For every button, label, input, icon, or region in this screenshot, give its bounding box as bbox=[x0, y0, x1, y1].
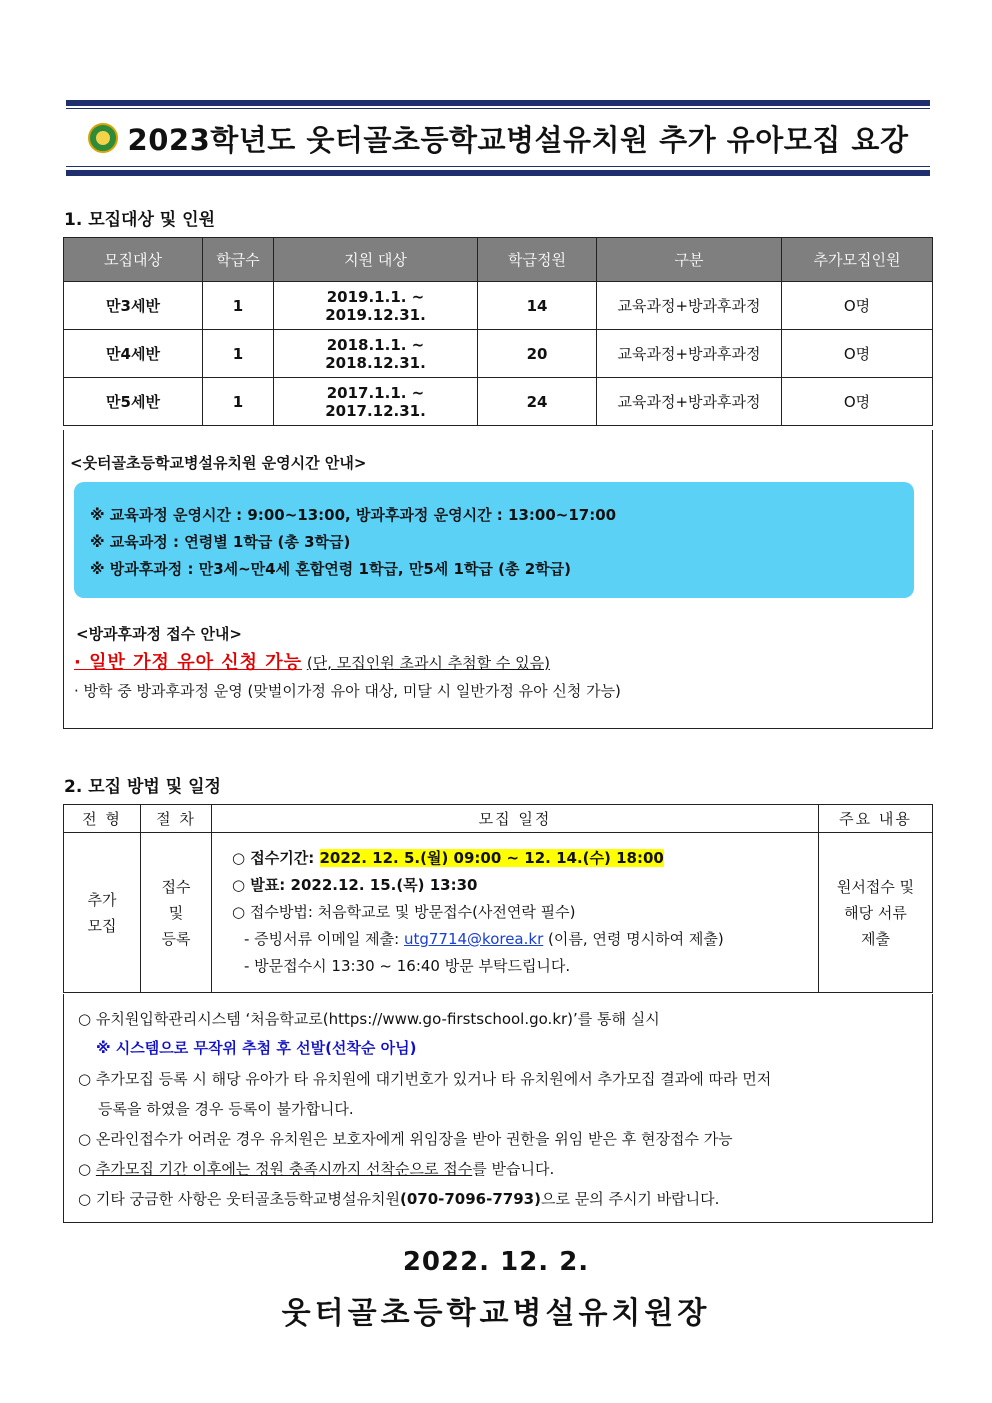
cell-category: 교육과정+방과후과정 bbox=[597, 330, 782, 378]
header-eligibility: 지원 대상 bbox=[274, 238, 478, 282]
note-first-come bbox=[78, 1158, 554, 1179]
period-label: ○ 접수기간: bbox=[232, 849, 320, 867]
period-value: 2022. 12. 5.(월) 09:00 ~ 12. 14.(수) 18:00 bbox=[319, 849, 664, 867]
note-registration-cont: 등록을 하였을 경우 등록이 불가합니다. bbox=[98, 1100, 354, 1118]
operating-info-box bbox=[63, 430, 933, 729]
cell-capacity: 14 bbox=[478, 282, 597, 330]
table-row bbox=[64, 282, 933, 330]
cell-type bbox=[64, 833, 141, 993]
schedule-table bbox=[63, 804, 933, 993]
cell-classes: 1 bbox=[203, 330, 274, 378]
note-lottery: ※ 시스템으로 무작위 추첨 후 선발(선착순 아님) bbox=[96, 1039, 417, 1057]
main-content-line: 제출 bbox=[861, 929, 890, 948]
header-schedule: 모집 일정 bbox=[212, 805, 819, 833]
email-line bbox=[244, 926, 808, 953]
email-prefix: - 증빙서류 이메일 제출: bbox=[244, 930, 404, 948]
procedure-line: 등록 bbox=[161, 929, 191, 948]
title-top-thin-line bbox=[66, 108, 930, 109]
note-registration: ○ 추가모집 등록 시 해당 유아가 타 유치원에 대기번호가 있거나 타 유치원에서 추가모집 결과에 따라 먼저 bbox=[78, 1070, 772, 1088]
cell-capacity: 24 bbox=[478, 378, 597, 426]
section2-title: 2. 모집 방법 및 일정 bbox=[64, 777, 221, 797]
cell-classes: 1 bbox=[203, 282, 274, 330]
table-header-row bbox=[64, 805, 933, 833]
cell-category: 교육과정+방과후과정 bbox=[597, 282, 782, 330]
cell-category: 교육과정+방과후과정 bbox=[597, 378, 782, 426]
cell-target: 만4세반 bbox=[64, 330, 203, 378]
note-contact-suffix: 으로 문의 주시기 바랍니다. bbox=[540, 1190, 720, 1208]
hours-info-heading: <웃터골초등학교병설유치원 운영시간 안내> bbox=[70, 454, 367, 472]
hours-info-panel bbox=[74, 482, 914, 598]
method-line: ○ 접수방법: 처음학교로 및 방문접수(사전연락 필수) bbox=[232, 903, 576, 921]
cell-eligibility: 2017.1.1. ~ 2017.12.31. bbox=[274, 378, 478, 426]
table-header-row bbox=[64, 238, 933, 282]
after-school-line: ※ 방과후과정 : 만3세~만4세 혼합연령 1학급, 만5세 1학급 (총 2학급) bbox=[90, 560, 571, 578]
type-line: 추가 bbox=[87, 890, 117, 909]
announce-line: ○ 발표: 2022.12. 15.(목) 13:30 bbox=[232, 876, 478, 894]
document-date: 2022. 12. 2. bbox=[402, 1247, 590, 1277]
notes-box bbox=[63, 994, 933, 1223]
cell-eligibility: 2019.1.1. ~ 2019.12.31. bbox=[274, 282, 478, 330]
note-bullet: ○ bbox=[78, 1160, 96, 1178]
cell-target: 만3세반 bbox=[64, 282, 203, 330]
cell-classes: 1 bbox=[203, 378, 274, 426]
school-emblem-icon bbox=[88, 123, 118, 153]
header-capacity: 학급정원 bbox=[478, 238, 597, 282]
header-target: 모집대상 bbox=[64, 238, 203, 282]
cell-eligibility: 2018.1.1. ~ 2018.12.31. bbox=[274, 330, 478, 378]
email-link[interactable]: utg7714@korea.kr bbox=[403, 930, 544, 948]
main-content-line: 원서접수 및 bbox=[836, 877, 915, 896]
cell-additional: O명 bbox=[782, 330, 933, 378]
type-line: 모집 bbox=[87, 916, 117, 935]
general-family-text: · 일반 가정 유아 신청 가능 bbox=[74, 652, 303, 673]
title-top-bar bbox=[66, 100, 930, 106]
cell-main-content bbox=[819, 833, 933, 993]
table-row bbox=[64, 330, 933, 378]
procedure-line: 접수 bbox=[161, 877, 191, 896]
title-text: 2023학년도 웃터골초등학교병설유치원 추가 유아모집 요강 bbox=[127, 122, 909, 157]
header-type: 전 형 bbox=[64, 805, 141, 833]
note-system: ○ 유치원입학관리시스템 ‘처음학교로(https://www.go-firstschool.go.kr)’를 통해 실시 bbox=[78, 1010, 660, 1028]
hours-line: ※ 교육과정 운영시간 : 9:00~13:00, 방과후과정 운영시간 : 13:00~17:00 bbox=[90, 506, 617, 524]
after-school-heading: <방과후과정 접수 안내> bbox=[76, 625, 242, 643]
cell-additional: O명 bbox=[782, 378, 933, 426]
email-suffix: (이름, 연령 명시하여 제출) bbox=[543, 930, 724, 948]
curriculum-line: ※ 교육과정 : 연령별 1학급 (총 3학급) bbox=[90, 533, 351, 551]
document-title bbox=[66, 112, 930, 164]
cell-additional: O명 bbox=[782, 282, 933, 330]
note-first-come-underlined: 추가모집 기간 이후에는 정원 충족시까지 선착순으로 접수 bbox=[95, 1160, 473, 1178]
procedure-line: 및 bbox=[168, 903, 184, 922]
header-additional: 추가모집인원 bbox=[782, 238, 933, 282]
cell-schedule bbox=[212, 833, 819, 993]
table-row bbox=[64, 378, 933, 426]
cell-procedure bbox=[141, 833, 212, 993]
header-procedure: 절 차 bbox=[141, 805, 212, 833]
period-line bbox=[232, 845, 808, 872]
title-bottom-thin-line bbox=[66, 166, 930, 167]
contact-phone: (070-7096-7793) bbox=[399, 1190, 541, 1208]
note-proxy: ○ 온라인접수가 어려운 경우 유치원은 보호자에게 위임장을 받아 권한을 위임 받은 후 현장접수 가능 bbox=[78, 1130, 733, 1148]
recruitment-table bbox=[63, 237, 933, 426]
header-main-content: 주요 내용 bbox=[819, 805, 933, 833]
note-contact-prefix: ○ 기타 궁금한 사항은 웃터골초등학교병설유치원 bbox=[78, 1190, 400, 1208]
header-category: 구분 bbox=[597, 238, 782, 282]
visit-line: - 방문접수시 13:30 ~ 16:40 방문 부탁드립니다. bbox=[244, 957, 571, 975]
main-content-line: 해당 서류 bbox=[844, 903, 907, 922]
cell-capacity: 20 bbox=[478, 330, 597, 378]
note-first-come-suffix: 를 받습니다. bbox=[472, 1160, 555, 1178]
vacation-line: · 방학 중 방과후과정 운영 (맞벌이가정 유아 대상, 미달 시 일반가정 유아 신청 가능) bbox=[74, 682, 621, 700]
signature: 웃터골초등학교병설유치원장 bbox=[281, 1296, 711, 1331]
cell-target: 만5세반 bbox=[64, 378, 203, 426]
note-contact bbox=[78, 1188, 719, 1209]
table-row bbox=[64, 833, 933, 993]
title-bottom-bar bbox=[66, 170, 930, 176]
general-family-line bbox=[74, 648, 550, 674]
header-classes: 학급수 bbox=[203, 238, 274, 282]
section1-title: 1. 모집대상 및 인원 bbox=[64, 210, 215, 230]
lottery-note: (단, 모집인원 초과시 추첨할 수 있음) bbox=[306, 654, 551, 672]
